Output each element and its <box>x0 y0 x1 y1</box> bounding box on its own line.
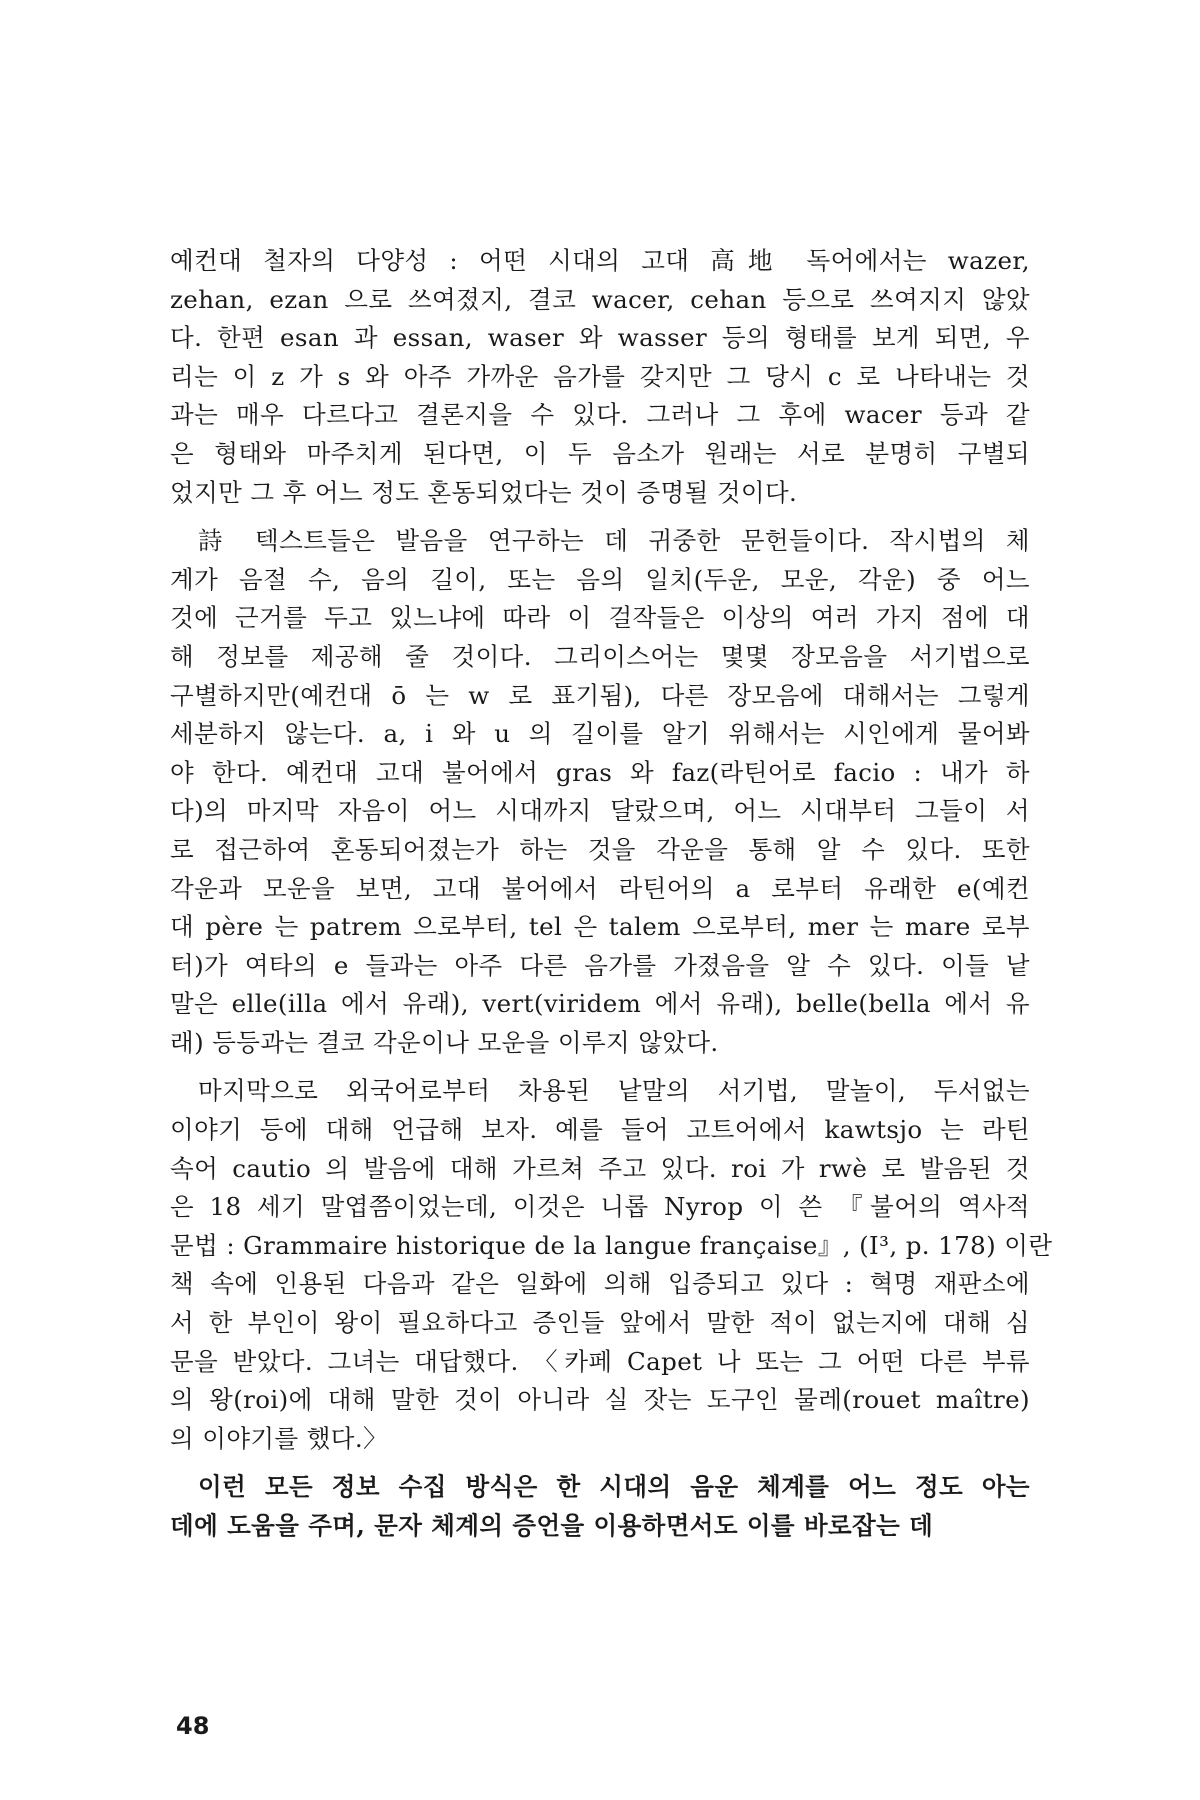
text-line: 래) 등등과는 결코 각운이나 모운을 이루지 않았다. <box>170 1027 719 1057</box>
text-line: 은 18 세기 말엽쯤이었는데, 이것은 니롭 Nyrop 이 쓴 『불어의 역사적 <box>170 1192 1030 1222</box>
paragraph <box>170 1072 1053 1458</box>
text-line: 문을 받았다. 그녀는 대답했다. 〈카페 Capet 나 또는 그 어떤 다른 부류 <box>170 1346 1030 1376</box>
text-line: 의 이야기를 했다.〉 <box>170 1423 388 1453</box>
text-line: 이야기 등에 대해 언급해 보자. 예를 들어 고트어에서 kawtsjo 는 라틴 <box>170 1115 1030 1145</box>
text-line: 대 père 는 patrem 으로부터, tel 은 talem 으로부터, mer 는 mare 로부 <box>170 912 1030 942</box>
text-line: 과는 매우 다르다고 결론지을 수 있다. 그러나 그 후에 wacer 등과 같 <box>170 400 1030 430</box>
text-line: 야 한다. 예컨대 고대 불어에서 gras 와 faz(라틴어로 facio : 내가 하 <box>170 757 1030 787</box>
text-line: zehan, ezan 으로 쓰여졌지, 결코 wacer, cehan 등으로 쓰여지지 않았 <box>170 284 1030 314</box>
text-line: 말은 elle(illa 에서 유래), vert(viridem 에서 유래), belle(bella 에서 유 <box>170 989 1030 1019</box>
paragraph <box>170 1468 1030 1545</box>
text-line: 詩 텍스트들은 발음을 연구하는 데 귀중한 문헌들이다. 작시법의 체 <box>198 526 1030 556</box>
text-line: 터)가 여타의 e 들과는 아주 다른 음가를 가졌음을 알 수 있다. 이들 낱 <box>170 950 1030 980</box>
paragraph <box>170 522 1030 1062</box>
body-text <box>170 242 1053 1546</box>
text-line: 해 정보를 제공해 줄 것이다. 그리이스어는 몇몇 장모음을 서기법으로 <box>170 641 1030 671</box>
text-line: 속어 cautio 의 발음에 대해 가르쳐 주고 있다. roi 가 rwè 로 발음된 것 <box>170 1153 1030 1183</box>
text-line: 서 한 부인이 왕이 필요하다고 증인들 앞에서 말한 적이 없는지에 대해 심 <box>170 1308 1030 1338</box>
paragraph <box>170 242 1030 512</box>
text-line: 계가 음절 수, 음의 길이, 또는 음의 일치(두운, 모운, 각운) 중 어느 <box>170 564 1030 594</box>
text-line: 책 속에 인용된 다음과 같은 일화에 의해 입증되고 있다 : 혁명 재판소에 <box>170 1269 1030 1299</box>
text-line: 리는 이 z 가 s 와 아주 가까운 음가를 갖지만 그 당시 c 로 나타내는 것 <box>170 361 1030 391</box>
text-line: 것에 근거를 두고 있느냐에 따라 이 걸작들은 이상의 여러 가지 점에 대 <box>170 603 1030 633</box>
page-number: 48 <box>176 1712 210 1740</box>
text-line: 마지막으로 외국어로부터 차용된 낱말의 서기법, 말놀이, 두서없는 <box>198 1076 1030 1106</box>
text-line: 다. 한편 esan 과 essan, waser 와 wasser 등의 형태를 보게 되면, 우 <box>170 323 1030 353</box>
text-line: 의 왕(roi)에 대해 말한 것이 아니라 실 잣는 도구인 물레(rouet maître) <box>170 1385 1030 1415</box>
text-line: 세분하지 않는다. a, i 와 u 의 길이를 알기 위해서는 시인에게 물어봐 <box>170 719 1030 749</box>
text-line: 구별하지만(예컨대 ō 는 w 로 표기됨), 다른 장모음에 대해서는 그렇게 <box>170 680 1030 710</box>
text-line: 문법 : Grammaire historique de la langue française』, (I³, p. 178) 이란 <box>170 1230 1053 1260</box>
text-line: 각운과 모운을 보면, 고대 불어에서 라틴어의 a 로부터 유래한 e(예컨 <box>170 873 1030 903</box>
text-line: 었지만 그 후 어느 정도 혼동되었다는 것이 증명될 것이다. <box>170 477 798 507</box>
text-line: 로 접근하여 혼동되어졌는가 하는 것을 각운을 통해 알 수 있다. 또한 <box>170 834 1030 864</box>
text-line: 데에 도움을 주며, 문자 체계의 증언을 이용하면서도 이를 바로잡는 데 <box>170 1511 934 1540</box>
text-line: 이런 모든 정보 수집 방식은 한 시대의 음운 체계를 어느 정도 아는 <box>198 1472 1030 1502</box>
text-line: 다)의 마지막 자음이 어느 시대까지 달랐으며, 어느 시대부터 그들이 서 <box>170 796 1030 826</box>
text-line: 은 형태와 마주치게 된다면, 이 두 음소가 원래는 서로 분명히 구별되 <box>170 438 1030 468</box>
text-line: 예컨대 철자의 다양성 : 어떤 시대의 고대 高地 독어에서는 wazer, <box>170 246 1030 275</box>
